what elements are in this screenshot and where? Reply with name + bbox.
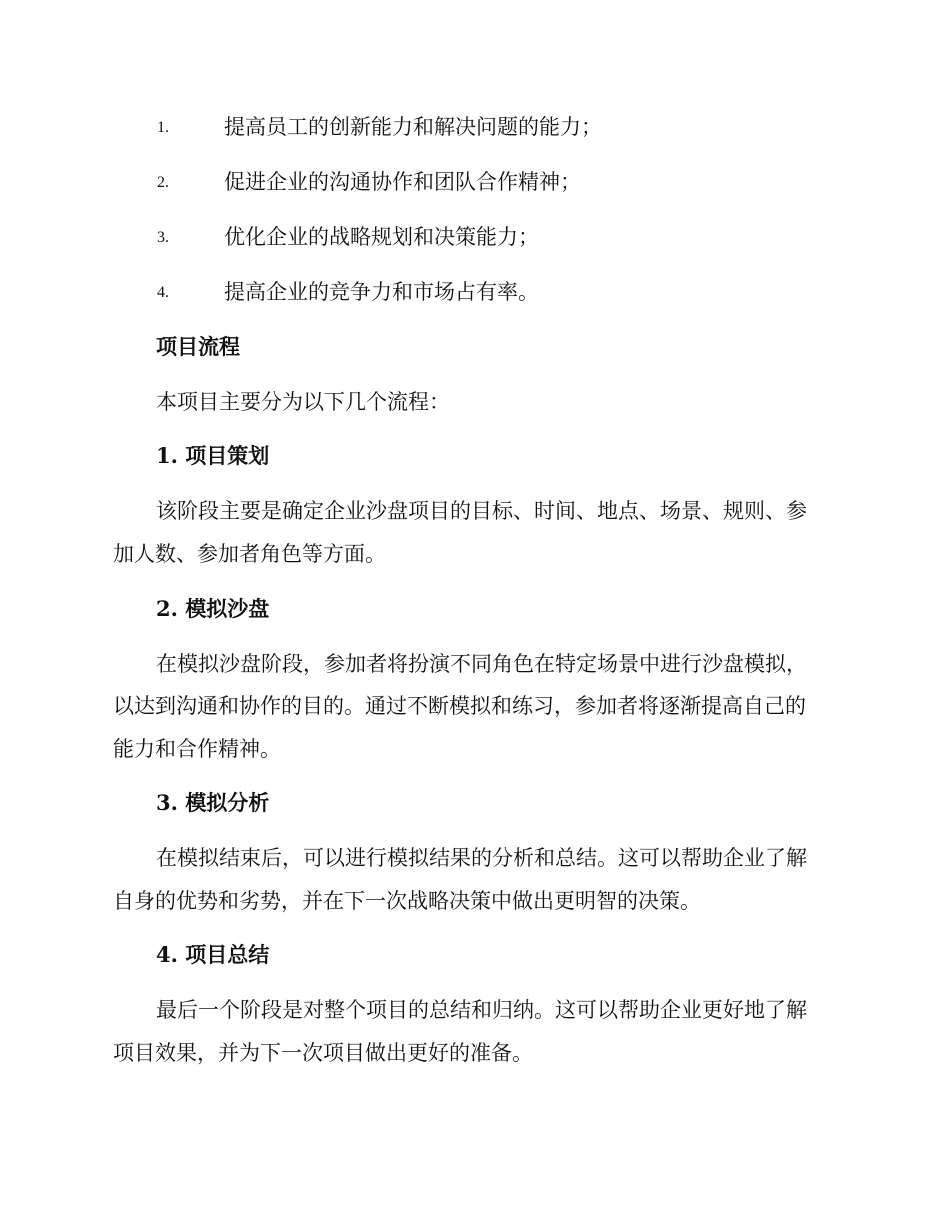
paragraph-line: 自身的优势和劣势，并在下一次战略决策中做出更明智的决策。 xyxy=(113,889,701,913)
section-heading-process: 项目流程 xyxy=(156,334,240,359)
list-item-text: 优化企业的战略规划和决策能力； xyxy=(224,225,539,249)
list-item-number: 2. xyxy=(157,174,169,191)
list-item-number: 1. xyxy=(157,119,169,136)
paragraph-line: 能力和合作精神。 xyxy=(113,737,281,761)
paragraph-line: 该阶段主要是确定企业沙盘项目的目标、时间、地点、场景、规则、参 xyxy=(156,499,807,523)
paragraph-line: 以达到沟通和协作的目的。通过不断模拟和练习，参加者将逐渐提高自己的 xyxy=(113,694,806,718)
paragraph-line: 在模拟沙盘阶段，参加者将扮演不同角色在特定场景中进行沙盘模拟， xyxy=(156,652,807,676)
paragraph-line: 最后一个阶段是对整个项目的总结和归纳。这可以帮助企业更好地了解 xyxy=(156,998,807,1022)
stage-title: 4. 项目总结 xyxy=(156,942,270,967)
paragraph-line: 项目效果，并为下一次项目做出更好的准备。 xyxy=(113,1041,533,1065)
list-item-text: 促进企业的沟通协作和团队合作精神； xyxy=(224,170,581,194)
list-item-text: 提高企业的竞争力和市场占有率。 xyxy=(224,280,539,304)
list-item-text: 提高员工的创新能力和解决问题的能力； xyxy=(224,115,602,139)
stage-title: 3. 模拟分析 xyxy=(156,790,270,815)
stage-title: 2. 模拟沙盘 xyxy=(156,596,270,621)
list-item-number: 3. xyxy=(157,229,169,246)
stage-title: 1. 项目策划 xyxy=(156,443,270,468)
process-intro: 本项目主要分为以下几个流程： xyxy=(156,390,450,414)
paragraph-line: 在模拟结束后，可以进行模拟结果的分析和总结。这可以帮助企业了解 xyxy=(156,846,807,870)
list-item-number: 4. xyxy=(157,284,169,301)
paragraph-line: 加人数、参加者角色等方面。 xyxy=(113,542,386,566)
